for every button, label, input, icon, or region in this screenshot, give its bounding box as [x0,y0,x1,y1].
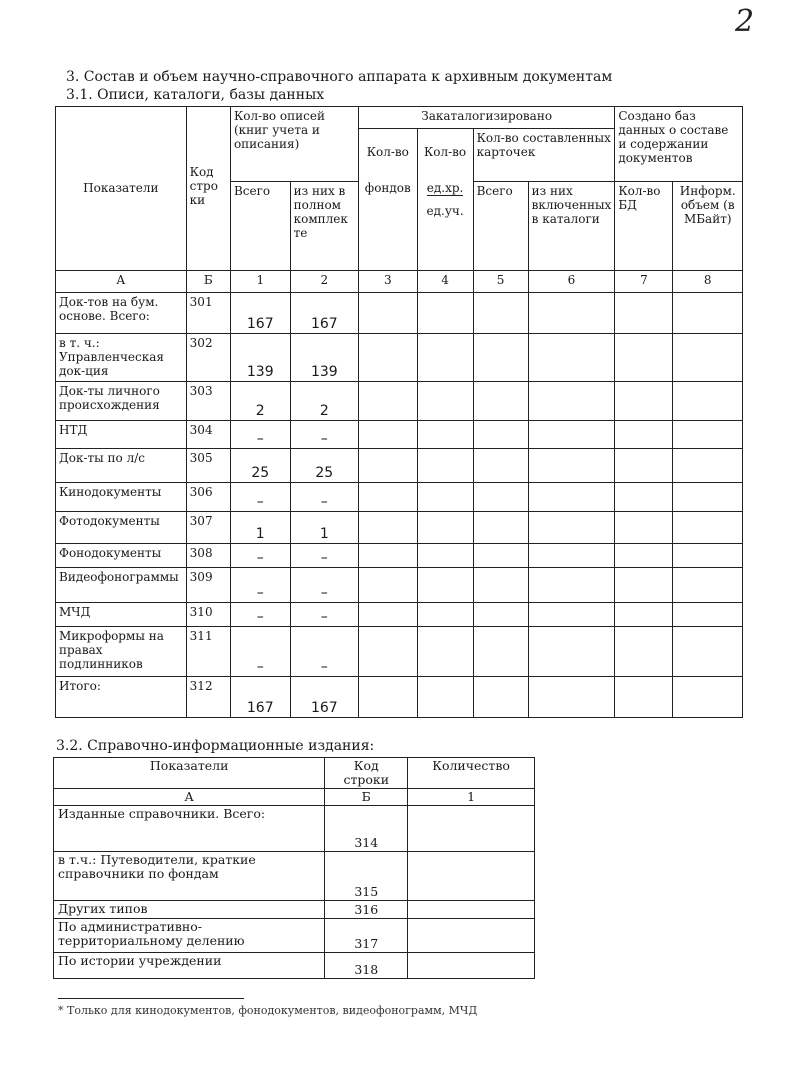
empty-cell [473,543,528,567]
row-vsego: – [230,483,290,511]
row-iz-nih: 1 [290,511,358,543]
col-letter: 6 [528,270,615,292]
empty-cell [615,511,673,543]
empty-cell [359,626,418,677]
table-row [56,483,743,511]
header-kartochek: Кол-во составленных карточек [473,129,615,182]
row-vsego: 167 [230,293,290,333]
col-letter: 1 [230,270,290,292]
header-kolvo-opisey: Кол-во описей (книг учета и описания) [230,107,358,182]
row-iz-nih: – [290,543,358,567]
empty-cell [615,333,673,382]
row-label: Изданные справочники. Всего: [54,806,325,852]
header-fondov [359,129,418,271]
header-kod: Код стро ки [186,107,230,271]
table-row [56,626,743,677]
col-letter: Б [325,789,408,806]
empty-cell [359,448,418,482]
row-label: Док-ты личного происхождения [56,382,187,420]
col-letter: А [54,789,325,806]
row-code: 311 [186,626,230,677]
empty-cell [473,448,528,482]
row-quantity [408,806,535,852]
empty-cell [417,602,473,626]
empty-cell [528,568,615,602]
row-code: 305 [186,448,230,482]
col-letter: 2 [290,270,358,292]
section-3-2-title: 3.2. Справочно-информационные издания: [56,738,375,754]
header-vsego-2: Всего [473,181,528,270]
row-iz-nih: 25 [290,448,358,482]
row-code: 308 [186,543,230,567]
table-row [56,677,743,718]
empty-cell [417,626,473,677]
row-vsego: – [230,543,290,567]
table-row [54,952,535,978]
row-code: 312 [186,677,230,718]
header-sozdano: Создано баз данных о составе и содержании документов [615,107,743,182]
empty-cell [615,677,673,718]
row-code: 304 [186,420,230,448]
table-row [56,333,743,382]
empty-cell [473,602,528,626]
empty-cell [473,626,528,677]
row-label: МЧД [56,602,187,626]
row-label: Других типов [54,900,325,918]
row-code: 302 [186,333,230,382]
table-row [56,568,743,602]
row-iz-nih: – [290,568,358,602]
row-vsego: 25 [230,448,290,482]
row-quantity [408,852,535,900]
table-row [56,543,743,567]
row-label: Док-ты по л/с [56,448,187,482]
empty-cell [615,293,673,333]
table-reference-body [54,806,535,979]
empty-cell [473,420,528,448]
table-descriptions-body [56,293,743,718]
empty-cell [615,568,673,602]
table-descriptions [55,106,743,718]
empty-cell [473,511,528,543]
row-code: 307 [186,511,230,543]
empty-cell [528,677,615,718]
table-row [56,511,743,543]
header-edhr [417,129,473,271]
row-iz-nih: – [290,626,358,677]
empty-cell [417,382,473,420]
empty-cell [359,333,418,382]
row-quantity [408,952,535,978]
empty-cell [473,382,528,420]
empty-cell [673,626,743,677]
empty-cell [673,333,743,382]
row-vsego: – [230,420,290,448]
row-label: в т.ч.: Путеводители, краткие справочники по фондам [54,852,325,900]
row-label: По истории учреждении [54,952,325,978]
row-vsego: 139 [230,333,290,382]
empty-cell [615,543,673,567]
header-edhr-line2: ед.хр. [426,181,464,196]
empty-cell [473,333,528,382]
header-edhr-line1: Кол-во [423,145,467,160]
table-row [54,852,535,900]
empty-cell [359,293,418,333]
col-letter: 7 [615,270,673,292]
empty-cell [359,568,418,602]
empty-cell [359,382,418,420]
row-iz-nih: 167 [290,677,358,718]
col-letter: 3 [359,270,418,292]
col-letter: 4 [417,270,473,292]
empty-cell [673,602,743,626]
empty-cell [359,543,418,567]
empty-cell [417,677,473,718]
table-row [54,900,535,918]
header-vsego: Всего [230,181,290,270]
empty-cell [473,293,528,333]
empty-cell [673,483,743,511]
header-iz-nih: из них в полном комплек те [290,181,358,270]
empty-cell [417,483,473,511]
row-code: 314 [325,806,408,852]
row-code: 316 [325,900,408,918]
empty-cell [417,420,473,448]
row-code: 309 [186,568,230,602]
row-vsego: 2 [230,382,290,420]
empty-cell [528,448,615,482]
empty-cell [359,483,418,511]
table-row [54,806,535,852]
row-label: Микроформы на правах подлинников [56,626,187,677]
empty-cell [673,568,743,602]
row-vsego: – [230,602,290,626]
row-vsego: 167 [230,677,290,718]
row-iz-nih: 139 [290,333,358,382]
empty-cell [473,677,528,718]
table-reference-editions [53,757,535,979]
empty-cell [473,483,528,511]
table-row [56,602,743,626]
section-3-title: 3. Состав и объем научно-справочного аппарата к архивным документам [66,69,613,85]
col-letter: 8 [673,270,743,292]
header-vkluch: из них включенных в каталоги [528,181,615,270]
empty-cell [615,382,673,420]
empty-cell [673,677,743,718]
col-letter: Б [186,270,230,292]
row-label: Итого: [56,677,187,718]
row-code: 301 [186,293,230,333]
row-label: Фотодокументы [56,511,187,543]
page-number: 2 [735,4,755,39]
row-label: Фонодокументы [56,543,187,567]
row-code: 303 [186,382,230,420]
header-fondov-line1: Кол-во [366,145,409,160]
empty-cell [615,626,673,677]
table-row [56,293,743,333]
col-letter: 1 [408,789,535,806]
empty-cell [673,543,743,567]
row-iz-nih: – [290,483,358,511]
empty-cell [673,382,743,420]
empty-cell [528,483,615,511]
col-letter: А [56,270,187,292]
footnote-divider [58,998,244,999]
row-vsego: – [230,626,290,677]
row-iz-nih: – [290,420,358,448]
table-row [56,382,743,420]
empty-cell [528,420,615,448]
row-label: НТД [56,420,187,448]
section-3-1-title: 3.1. Описи, каталоги, базы данных [66,87,325,103]
row-iz-nih: – [290,602,358,626]
row-iz-nih: 2 [290,382,358,420]
empty-cell [417,511,473,543]
header-kolichestvo: Количество [408,758,535,789]
empty-cell [528,382,615,420]
header-pokazateli-2: Показатели [54,758,325,789]
empty-cell [417,568,473,602]
row-code: 310 [186,602,230,626]
row-quantity [408,900,535,918]
empty-cell [615,602,673,626]
empty-cell [615,483,673,511]
empty-cell [528,626,615,677]
table-row [54,918,535,952]
row-label: Видеофонограммы [56,568,187,602]
empty-cell [528,293,615,333]
empty-cell [673,448,743,482]
header-zakatalog: Закаталогизировано [359,107,615,129]
row-label: По административно-территориальному делению [54,918,325,952]
col-letter: 5 [473,270,528,292]
header-fondov-line2: фондов [364,181,411,196]
header-kod-2: Код строки [325,758,408,789]
row-label: Док-тов на бум. основе. Всего: [56,293,187,333]
header-edhr-line3: ед.уч. [426,204,464,219]
row-code: 318 [325,952,408,978]
row-label: Кинодокументы [56,483,187,511]
row-code: 317 [325,918,408,952]
empty-cell [359,420,418,448]
empty-cell [528,333,615,382]
header-kolvo-bd: Кол-во БД [615,181,673,270]
table-row [56,420,743,448]
empty-cell [417,333,473,382]
empty-cell [528,511,615,543]
empty-cell [673,511,743,543]
row-code: 315 [325,852,408,900]
header-pokazateli: Показатели [56,107,187,271]
empty-cell [417,293,473,333]
row-code: 306 [186,483,230,511]
empty-cell [417,448,473,482]
empty-cell [528,602,615,626]
empty-cell [673,293,743,333]
empty-cell [615,448,673,482]
header-inform: Информ. объем (в МБайт) [673,181,743,270]
empty-cell [528,543,615,567]
footnote: * Только для кинодокументов, фонодокументов, видеофонограмм, МЧД [58,1004,478,1017]
row-vsego: 1 [230,511,290,543]
empty-cell [359,511,418,543]
empty-cell [473,568,528,602]
empty-cell [673,420,743,448]
empty-cell [417,543,473,567]
row-vsego: – [230,568,290,602]
row-label: в т. ч.: Управленческая док-ция [56,333,187,382]
empty-cell [359,677,418,718]
empty-cell [359,602,418,626]
row-quantity [408,918,535,952]
empty-cell [615,420,673,448]
table-row [56,448,743,482]
row-iz-nih: 167 [290,293,358,333]
